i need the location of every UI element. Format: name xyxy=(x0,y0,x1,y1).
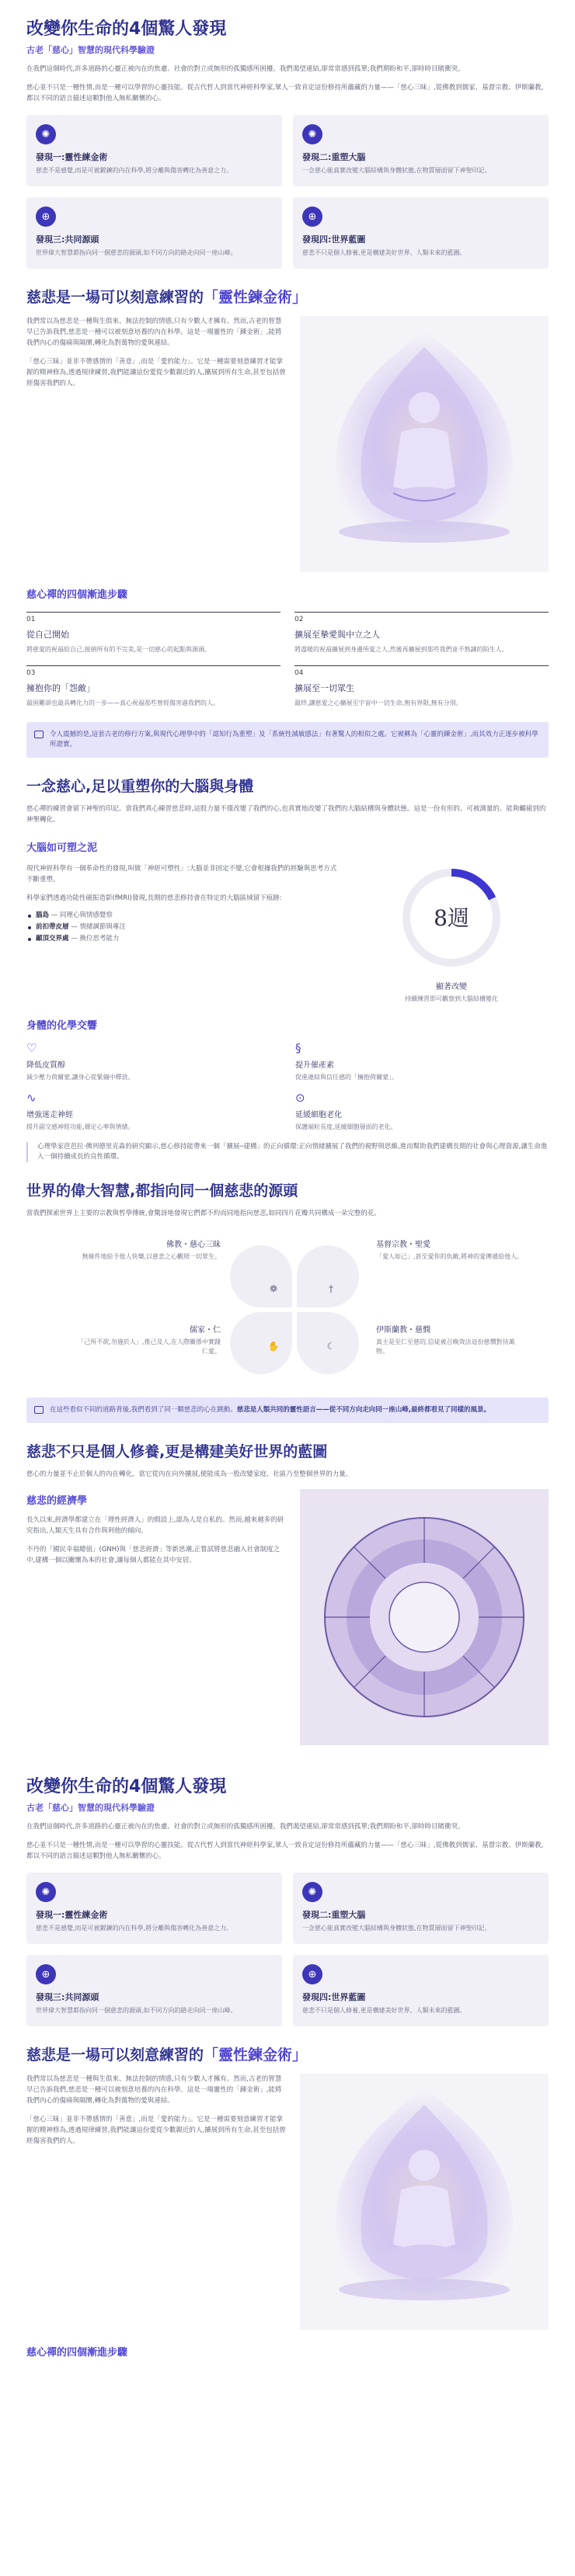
brain-region-list xyxy=(26,910,340,945)
progress-ring xyxy=(397,863,506,972)
stage-item xyxy=(26,665,281,708)
discovery-desc: 世界偉大智慧都指向同一個慈悲的源頭,如不同方向的路走向同一座山峰。 xyxy=(36,249,237,256)
chemistry-item xyxy=(295,1041,549,1081)
stage-desc: 將慈愛的祝福給自己,接納所有的不完美,是一切慈心的起點與源頭。 xyxy=(26,646,211,653)
brain-region-desc: — 同理心與情感覺察 xyxy=(51,911,113,919)
alchemy-section xyxy=(26,2074,549,2330)
chemistry-name: 增強迷走神經 xyxy=(26,1111,73,1120)
pulse-icon: ∿ xyxy=(26,1091,37,1105)
stage-title: 擁抱你的「怨敵」 xyxy=(26,683,95,693)
meditation-illustration xyxy=(300,2074,549,2330)
discovery-title: 發現四:世界藍圖 xyxy=(302,234,366,245)
chemistry-name: 降低皮質醇 xyxy=(26,1061,65,1070)
tradition-name: 儒家・仁 xyxy=(190,1326,221,1335)
stages-heading: 慈心禪的四個漸進步驟 xyxy=(26,2347,128,2359)
discoveries-grid xyxy=(26,115,549,269)
blueprint-section xyxy=(26,1489,549,1745)
globe-icon: ⊕ xyxy=(36,207,56,227)
brain-icon: ✺ xyxy=(302,1882,322,1902)
stage-desc: 最困難卻也最具轉化力的一步——真心祝福那些曾經傷害過我們的人。 xyxy=(26,700,219,706)
brain-intro: 慈心禪的練習會留下神聖的印記。當我們真心練習慈悲時,這股力量不僅改變了我們的心,也真實地改變了我們的大腦結構與身體狀態。這是一份有形的、可被測量的、能夠觸碰到的神聖轉化。 xyxy=(26,805,546,824)
intro-paragraph: 在我們這個時代,許多道路的心靈正被內在的焦慮、社會的對立或無形的孤獨感所困擾。我們渴望連結,卻常常感到孤單;我們期盼和平,卻時時目睹衝突。 xyxy=(26,1823,465,1831)
chemistry-quote: 心理學家芭芭拉·佛列德里克森的研究顯示,慈心修持能帶來一個「擴展─建構」的正向循環:正向情緒擴展了我們的視野與思維,進而幫助我們建構長期的社會與心理資源,讓生命進入一個持續成長的良性循環。 xyxy=(26,1142,549,1162)
tradition-item xyxy=(376,1238,524,1262)
alchemy-paragraph: 我們常以為慈悲是一種與生俱來、無法控制的情感,只有少數人才擁有。然而,古老的智慧早已告訴我們,慈悲是一種可以被刻意培養的內在科學。這是一場靈性的「鍊金術」,能將我們內心的傷痛與隔閡,轉化為對萬物的愛與連結。 xyxy=(26,318,282,347)
economics-paragraph: 不丹的「國民幸福總值」(GNH)與「慈悲經濟」等新思潮,正嘗試將慈悲融入社會制度之中,建構一個以關懷為本的社會,讓每個人都能在其中安居。 xyxy=(26,1546,281,1564)
alchemy-section xyxy=(26,316,549,572)
chemistry-item xyxy=(26,1041,280,1081)
alchemy-heading xyxy=(26,2043,549,2064)
petal xyxy=(230,1312,292,1374)
evidence-paragraph: 科學家們透過功能性磁振造影(fMRI)發現,長期的慈悲修持會在特定的大腦區域留下痕跡: xyxy=(26,894,282,902)
discovery-title: 發現一:靈性練金術 xyxy=(36,152,108,162)
brain-region-item xyxy=(26,933,340,945)
stages-heading: 慈心禪的四個漸進步驟 xyxy=(26,589,128,601)
mandala-illustration xyxy=(300,1489,549,1745)
stage-number: 02 xyxy=(294,616,304,623)
ring-label: 顯著改變 xyxy=(436,983,467,991)
brain-region-item xyxy=(26,910,340,922)
stage-title: 擴展至摯愛與中立之人 xyxy=(294,630,380,640)
discovery-title: 發現一:靈性練金術 xyxy=(36,1910,108,1920)
brain-heading: 一念慈心,足以重塑你的大腦與身體 xyxy=(26,778,254,795)
petal xyxy=(230,1245,292,1307)
stage-title: 從自己開始 xyxy=(26,630,69,640)
book-icon xyxy=(34,731,44,738)
stage-number: 01 xyxy=(26,616,36,623)
discovery-desc: 慈悲不只是個人修養,更是構建美好世界、人類未來的藍圖。 xyxy=(302,2007,466,2014)
discovery-desc: 慈悲不是感覺,而是可被鍛鍊的內在科學,將分離與傷害轉化為善意之力。 xyxy=(36,167,233,174)
discovery-card[interactable] xyxy=(293,115,549,186)
brain-region-name: 腦島 xyxy=(36,911,50,919)
discovery-card[interactable] xyxy=(293,197,549,269)
discovery-desc: 一念慈心能真實改變大腦結構與身體狀態,在物質層面留下神聖印記。 xyxy=(302,1925,491,1932)
tradition-desc: 無條件地給予他人快樂,以慈悲之心觀照一切眾生。 xyxy=(82,1253,221,1260)
ring-desc: 持續練習即可觀察到大腦結構變化 xyxy=(405,995,498,1002)
lotus-icon: ❁ xyxy=(269,1283,278,1294)
discovery-card[interactable] xyxy=(26,1955,282,2026)
alchemy-heading xyxy=(26,286,549,307)
tradition-desc: 「愛人如己」,甚至愛你的仇敵,將神的愛傳遞給他人。 xyxy=(376,1253,524,1260)
chemistry-heading: 身體的化學交響 xyxy=(26,1020,98,1032)
chemistry-item xyxy=(26,1091,280,1131)
page-subtitle: 古老「慈心」智慧的現代科學驗證 xyxy=(26,1803,155,1813)
tradition-item xyxy=(376,1323,524,1356)
discovery-desc: 一念慈心能真實改變大腦結構與身體狀態,在物質層面留下神聖印記。 xyxy=(302,167,491,174)
discovery-card[interactable] xyxy=(293,1955,549,2026)
brain-icon: ✺ xyxy=(36,1882,56,1902)
globe-icon: ⊕ xyxy=(302,1964,322,1984)
progress-ring-block xyxy=(354,863,549,1003)
tradition-item xyxy=(73,1238,221,1262)
alchemy-heading-a: 慈悲是一場可以刻意練習的 xyxy=(26,2047,204,2064)
source-note-a: 在這些看似不同的道路背後,我們看到了同一顆慈悲的心在跳動。 xyxy=(50,1406,237,1414)
source-heading: 世界的偉大智慧,都指向同一個慈悲的源頭 xyxy=(26,1182,298,1199)
petal xyxy=(297,1245,359,1307)
stage-item xyxy=(26,612,281,654)
stages-note-text: 令人震撼的是,這套古老的修行方案,與現代心理學中的「認知行為重塑」及「系統性減敏感法」有著驚人的相似之處。它被稱為「心靈的鍊金術」,而其效力正逐步被科學所證實。 xyxy=(50,731,538,748)
discovery-desc: 慈悲不只是個人修養,更是構建美好世界、人類未來的藍圖。 xyxy=(302,249,466,256)
discovery-card[interactable] xyxy=(293,1873,549,1944)
stage-number: 04 xyxy=(294,669,304,677)
globe-icon: ⊕ xyxy=(302,207,322,227)
evidence-heading: 大腦如可塑之泥 xyxy=(26,842,98,854)
brain-icon: ✺ xyxy=(36,124,56,144)
brain-region-name: 顳頂交界處 xyxy=(36,935,69,943)
chemistry-name: 延緩細胞老化 xyxy=(295,1111,342,1120)
source-note xyxy=(26,1397,549,1423)
stage-title: 擴展至一切眾生 xyxy=(294,683,354,693)
chemistry-desc: 促進連結與信任感的「擁抱荷爾蒙」。 xyxy=(295,1074,398,1081)
intro-paragraph: 慈心並不只是一種性情,而是一種可以學習的心靈技能。從古代哲人到當代神經科學家,眾人一致肯定這份修持所蘊藏的力量——「慈心三昧」,從佛教到儒家、基督宗教、伊斯蘭教,都以不同的語言描述這顆對他人無私關懷的心。 xyxy=(26,84,544,102)
stage-item xyxy=(294,665,549,708)
chemistry-desc: 保護端粒長度,延緩細胞層面的老化。 xyxy=(295,1123,397,1130)
discovery-card[interactable] xyxy=(26,1873,282,1944)
brain-region-desc: — 情緒調節與專注 xyxy=(71,923,126,931)
blueprint-heading: 慈悲不只是個人修養,更是構建美好世界的藍圖 xyxy=(26,1443,328,1460)
discovery-title: 發現二:重塑大腦 xyxy=(302,1910,366,1920)
brain-region-desc: — 換位思考能力 xyxy=(71,935,120,943)
brain-region-item xyxy=(26,922,340,933)
stages-list xyxy=(26,612,549,708)
evidence-paragraph: 現代神經科學有一個革命性的發現,叫做「神經可塑性」:大腦並非固定不變,它會根據我們的經驗與思考方式不斷重塑。 xyxy=(26,865,337,884)
discovery-title: 發現四:世界藍圖 xyxy=(302,1992,366,2002)
tradition-desc: 真主是至仁至慈的,信徒被召喚效法這份慈憫對待萬物。 xyxy=(376,1338,515,1355)
alchemy-heading-b: 「靈性鍊金術」 xyxy=(204,2047,308,2064)
discovery-title: 發現三:共同源頭 xyxy=(36,234,99,245)
book-icon xyxy=(34,1406,44,1414)
blueprint-intro: 慈心的力量並不止於個人的內在轉化。當它從內在向外擴展,便能成為一股改變家庭、社區乃至整個世界的力量。 xyxy=(26,1470,353,1478)
economics-paragraph: 長久以來,經濟學都建立在「理性經濟人」的假設上,認為人是自私的。然而,越來越多的研究指出,人類天生具有合作與利他的傾向。 xyxy=(26,1516,284,1535)
chemistry-name: 提升催產素 xyxy=(295,1061,334,1070)
chemistry-desc: 提升副交感神經功能,穩定心率與情緒。 xyxy=(26,1123,134,1130)
alchemy-paragraph: 「慈心三昧」並非不帶感情的「善意」,而是「愛的能力」。它是一種需要刻意練習才能掌握的精神修為,透過規律練習,我們能讓這份愛從少數親近的人,擴展到所有生命,甚至包括曾經傷害我們的人。 xyxy=(26,358,286,387)
globe-icon: ⊕ xyxy=(36,1964,56,1984)
discovery-title: 發現三:共同源頭 xyxy=(36,1992,99,2002)
stage-number: 03 xyxy=(26,669,36,677)
cell-icon: ⊙ xyxy=(295,1091,305,1105)
economics-heading: 慈悲的經濟學 xyxy=(26,1495,88,1507)
tradition-name: 佛教・慈心三昧 xyxy=(166,1241,221,1249)
source-intro: 當我們探索世界上主要的宗教與哲學傳統,會驚訝地發現它們都不約而同地指向慈悲,如同四片花瓣共同構成一朵完整的花。 xyxy=(26,1210,381,1217)
evidence-section xyxy=(26,863,549,1003)
chemistry-item xyxy=(295,1091,549,1131)
alchemy-paragraph: 「慈心三昧」並非不帶感情的「善意」,而是「愛的能力」。它是一種需要刻意練習才能掌握的精神修為,透過規律練習,我們能讓這份愛從少數親近的人,擴展到所有生命,甚至包括曾經傷害我們的人。 xyxy=(26,2116,286,2145)
page-title: 改變你生命的4個驚人發現 xyxy=(26,19,227,39)
heartbeat-icon: ♡ xyxy=(26,1041,37,1055)
discovery-desc: 世界偉大智慧都指向同一個慈悲的源頭,如不同方向的路走向同一座山峰。 xyxy=(36,2007,237,2014)
tradition-desc: 「己所不欲,勿施於人」,推己及人,在人際關係中實踐仁愛。 xyxy=(78,1338,221,1355)
discovery-desc: 慈悲不是感覺,而是可被鍛鍊的內在科學,將分離與傷害轉化為善意之力。 xyxy=(36,1925,233,1932)
repeated-section xyxy=(26,1776,549,2359)
tradition-name: 伊斯蘭教・慈憫 xyxy=(376,1326,430,1335)
crescent-icon: ☾ xyxy=(326,1341,336,1352)
stages-note xyxy=(26,722,549,758)
discovery-card[interactable] xyxy=(26,115,282,186)
chemistry-grid xyxy=(26,1041,549,1131)
intro-paragraph: 在我們這個時代,許多道路的心靈正被內在的焦慮、社會的對立或無形的孤獨感所困擾。我們渴望連結,卻常常感到孤單;我們期盼和平,卻時時目睹衝突。 xyxy=(26,65,465,73)
intro-paragraph: 慈心並不只是一種性情,而是一種可以學習的心靈技能。從古代哲人到當代神經科學家,眾人一致肯定這份修持所蘊藏的力量——「慈心三昧」,從佛教到儒家、基督宗教、伊斯蘭教,都以不同的語言描述這顆對他人無私關懷的心。 xyxy=(26,1842,544,1860)
page-subtitle: 古老「慈心」智慧的現代科學驗證 xyxy=(26,45,155,55)
chemistry-desc: 減少壓力荷爾蒙,讓身心從緊繃中釋放。 xyxy=(26,1074,134,1081)
stage-desc: 最終,讓慈愛之心擴展至宇宙中一切生命,無有界限,無有分別。 xyxy=(294,700,462,706)
alchemy-paragraph: 我們常以為慈悲是一種與生俱來、無法控制的情感,只有少數人才擁有。然而,古老的智慧早已告訴我們,慈悲是一種可以被刻意培養的內在科學。這是一場靈性的「鍊金術」,能將我們內心的傷痛與隔閡,轉化為對萬物的愛與連結。 xyxy=(26,2075,282,2105)
cross-icon: † xyxy=(329,1283,333,1294)
tradition-item xyxy=(73,1323,221,1356)
discoveries-grid xyxy=(26,1873,549,2026)
stage-item xyxy=(294,612,549,654)
meditation-illustration xyxy=(300,316,549,572)
tradition-name: 基督宗教・聖愛 xyxy=(376,1241,430,1249)
brain-region-name: 前扣帶皮層 xyxy=(36,923,69,931)
traditions-flower xyxy=(26,1230,549,1393)
source-note-b: 慈悲是人類共同的靈性語言——從不同方向走向同一座山峰,最終都看見了同樣的風景。 xyxy=(236,1406,490,1414)
hand-icon: ✋ xyxy=(267,1341,280,1352)
stage-desc: 將溫暖的祝福擴展到身邊所愛之人,然後再擴展到那些我們並不熟識的陌生人。 xyxy=(294,646,508,653)
ring-value: 8週 xyxy=(434,905,469,931)
dna-icon: § xyxy=(295,1041,301,1055)
brain-icon: ✺ xyxy=(302,124,322,144)
page-title: 改變你生命的4個驚人發現 xyxy=(26,1777,227,1797)
alchemy-heading-b: 「靈性鍊金術」 xyxy=(204,289,308,306)
discovery-title: 發現二:重塑大腦 xyxy=(302,152,366,162)
discovery-card[interactable] xyxy=(26,197,282,269)
alchemy-heading-a: 慈悲是一場可以刻意練習的 xyxy=(26,289,204,306)
